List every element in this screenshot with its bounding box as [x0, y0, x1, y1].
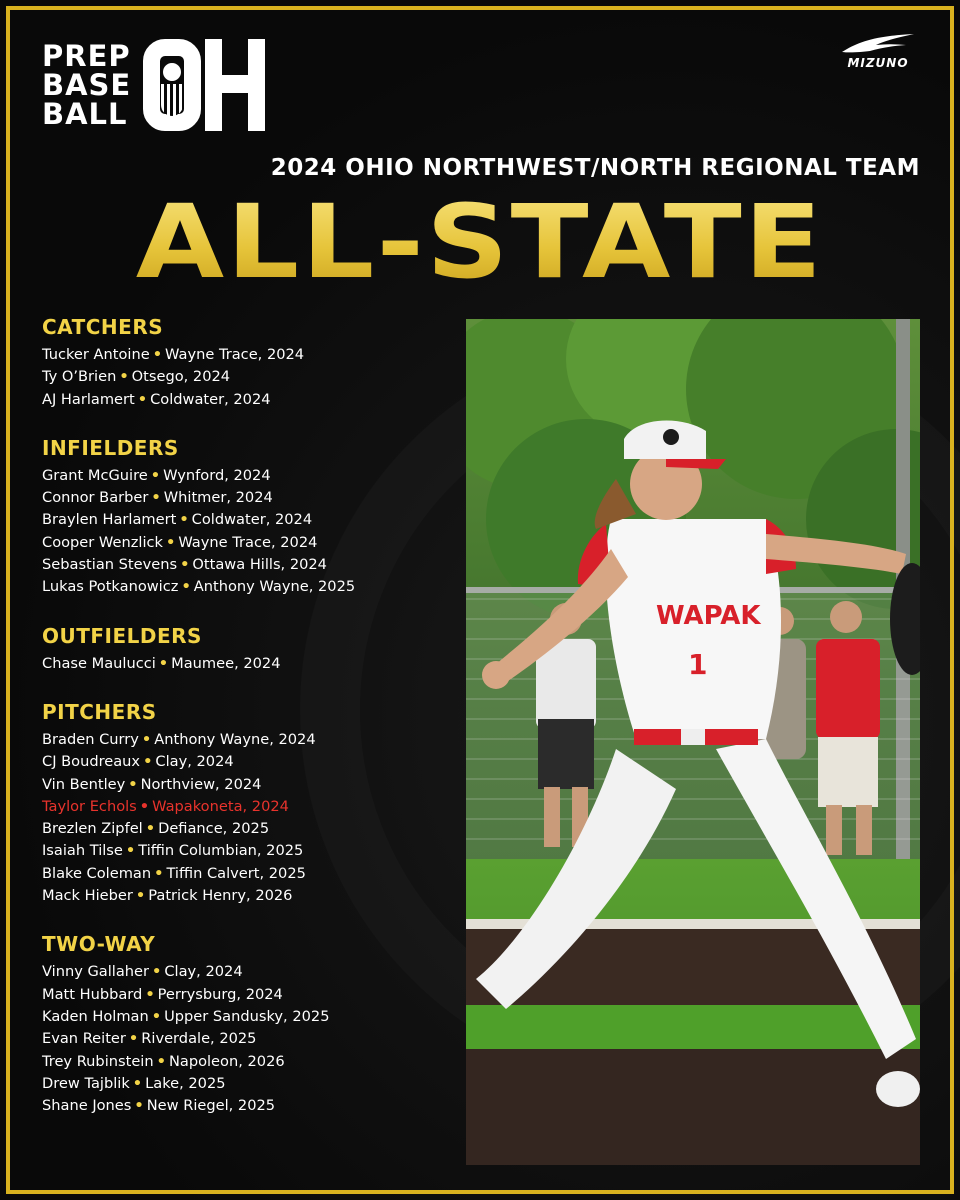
logo-word: PREP: [42, 38, 131, 73]
player-name: Sebastian Stevens: [42, 556, 178, 574]
player-row: [42, 961, 462, 983]
player-school: Riverdale, 2025: [141, 1030, 257, 1048]
player-row: [42, 863, 462, 885]
player-row: [42, 818, 462, 840]
player-name: Lukas Potkanowicz: [42, 578, 179, 596]
separator-dot-icon: •: [125, 842, 136, 860]
player-school: Lake, 2025: [145, 1074, 226, 1092]
player-name: Trey Rubinstein: [42, 1052, 154, 1070]
separator-dot-icon: •: [141, 730, 152, 748]
player-row: [42, 465, 462, 487]
separator-dot-icon: •: [151, 489, 161, 507]
player-row: [42, 984, 462, 1006]
player-row: [42, 344, 462, 366]
player-school: Whitmer, 2024: [163, 489, 273, 507]
player-school: Tiffin Columbian, 2025: [138, 842, 304, 860]
player-school: Otsego, 2024: [131, 368, 231, 386]
page-title: ALL-STATE: [0, 188, 960, 298]
roster-group-catchers: [42, 314, 462, 411]
player-name: Braylen Harlamert: [42, 511, 177, 529]
page-subtitle: 2024 OHIO NORTHWEST/NORTH REGIONAL TEAM: [270, 155, 920, 181]
player-school: Maumee, 2024: [171, 654, 281, 672]
player-name: AJ Harlamert: [42, 390, 135, 408]
separator-dot-icon: •: [179, 511, 189, 529]
player-school: Ottawa Hills, 2024: [192, 556, 327, 574]
separator-dot-icon: •: [145, 820, 156, 838]
player-school: Wayne Trace, 2024: [178, 533, 318, 551]
group-heading: PITCHERS: [42, 699, 157, 724]
group-heading: TWO-WAY: [42, 932, 156, 957]
roster-list: [42, 314, 462, 1141]
group-heading: INFIELDERS: [42, 435, 179, 460]
player-row: [42, 366, 462, 388]
jersey-number: 1: [688, 648, 708, 681]
player-name: Cooper Wenzlick: [42, 533, 163, 551]
group-heading: CATCHERS: [42, 315, 164, 339]
player-row: [42, 554, 462, 576]
player-row: [42, 509, 462, 531]
mizuno-runbird-icon: [840, 32, 916, 54]
separator-dot-icon: •: [128, 775, 138, 793]
separator-dot-icon: •: [152, 346, 163, 363]
player-school: Tiffin Calvert, 2025: [166, 864, 306, 882]
player-name: Mack Hieber: [42, 887, 133, 905]
player-row: [42, 1073, 462, 1095]
separator-dot-icon: •: [165, 533, 176, 551]
player-row: [42, 1006, 462, 1028]
player-school: Upper Sandusky, 2025: [164, 1007, 330, 1025]
separator-dot-icon: •: [134, 1097, 144, 1115]
player-name: Evan Reiter: [42, 1030, 126, 1048]
prep-baseball-oh-logo: [42, 38, 265, 132]
player-row: [42, 751, 462, 773]
player-row: [42, 885, 462, 907]
player-school: Perrysburg, 2024: [157, 985, 283, 1003]
player-row: [42, 1095, 462, 1117]
player-school: Napoleon, 2026: [168, 1052, 285, 1070]
roster-group-two-way: [42, 931, 462, 1117]
player-name: Ty O’Brien: [42, 368, 117, 386]
separator-dot-icon: •: [151, 1007, 162, 1025]
player-school: Northview, 2024: [140, 775, 262, 793]
roster-group-pitchers: [42, 699, 462, 907]
player-school: Coldwater, 2024: [191, 511, 313, 529]
separator-dot-icon: •: [139, 797, 150, 815]
player-school: Patrick Henry, 2026: [148, 887, 293, 905]
player-name: Chase Maulucci: [42, 654, 156, 672]
player-row: [42, 576, 462, 598]
separator-dot-icon: •: [152, 963, 162, 981]
player-name: Isaiah Tilse: [42, 842, 123, 860]
separator-dot-icon: •: [180, 556, 190, 574]
player-name: Shane Jones: [42, 1097, 132, 1115]
player-school: Clay, 2024: [164, 963, 243, 981]
player-school: Coldwater, 2024: [150, 390, 271, 408]
player-photo: [466, 319, 920, 1165]
player-name: Taylor Echols: [42, 797, 137, 815]
separator-dot-icon: •: [132, 1074, 143, 1092]
player-row: [42, 389, 462, 411]
baseball-shield-icon: [143, 39, 201, 131]
separator-dot-icon: •: [154, 864, 164, 882]
player-school: Defiance, 2025: [158, 820, 270, 838]
player-school: Anthony Wayne, 2025: [193, 578, 356, 596]
player-name: Matt Hubbard: [42, 985, 143, 1003]
player-row: [42, 774, 462, 796]
player-row: [42, 653, 462, 675]
player-school: Wynford, 2024: [163, 466, 271, 484]
logo-word: BASE: [42, 67, 132, 102]
player-name: Braden Curry: [42, 730, 139, 748]
separator-dot-icon: •: [150, 466, 161, 484]
sponsor-name: MIZUNO: [847, 56, 909, 70]
player-name: Grant McGuire: [42, 466, 148, 484]
player-name: Tucker Antoine: [42, 346, 150, 363]
player-name: Vin Bentley: [42, 775, 126, 793]
player-school: Wapakoneta, 2024: [152, 797, 289, 815]
player-name: Vinny Gallaher: [42, 963, 150, 981]
sponsor-logo: [836, 32, 920, 72]
jersey-text: WAPAK: [656, 601, 761, 631]
player-name: Kaden Holman: [42, 1007, 149, 1025]
separator-dot-icon: •: [145, 985, 155, 1003]
group-heading: OUTFIELDERS: [42, 623, 202, 648]
player-row: [42, 796, 462, 818]
player-row: [42, 1028, 462, 1050]
separator-dot-icon: •: [135, 887, 146, 905]
player-row: [42, 840, 462, 862]
player-row: [42, 487, 462, 509]
separator-dot-icon: •: [156, 1052, 166, 1070]
player-row: [42, 532, 462, 554]
player-school: New Riegel, 2025: [146, 1097, 276, 1115]
player-name: CJ Boudreaux: [42, 753, 141, 771]
logo-wordmark: [42, 38, 132, 131]
player-name: Blake Coleman: [42, 864, 152, 882]
separator-dot-icon: •: [128, 1030, 139, 1048]
roster-group-outfielders: [42, 623, 462, 675]
player-row: [42, 1051, 462, 1073]
roster-group-infielders: [42, 435, 462, 599]
logo-word: BALL: [42, 96, 128, 131]
player-school: Clay, 2024: [155, 753, 234, 771]
player-school: Anthony Wayne, 2024: [154, 730, 316, 748]
logo-h-letter: [205, 39, 265, 131]
logo-oh-mark: [143, 38, 265, 132]
separator-dot-icon: •: [137, 390, 148, 408]
player-name: Drew Tajblik: [42, 1074, 130, 1092]
separator-dot-icon: •: [119, 368, 129, 386]
separator-dot-icon: •: [143, 753, 153, 771]
player-name: Connor Barber: [42, 489, 149, 507]
player-row: [42, 729, 462, 751]
separator-dot-icon: •: [158, 654, 169, 672]
separator-dot-icon: •: [181, 578, 191, 596]
player-name: Brezlen Zipfel: [42, 820, 143, 838]
player-school: Wayne Trace, 2024: [165, 346, 305, 363]
